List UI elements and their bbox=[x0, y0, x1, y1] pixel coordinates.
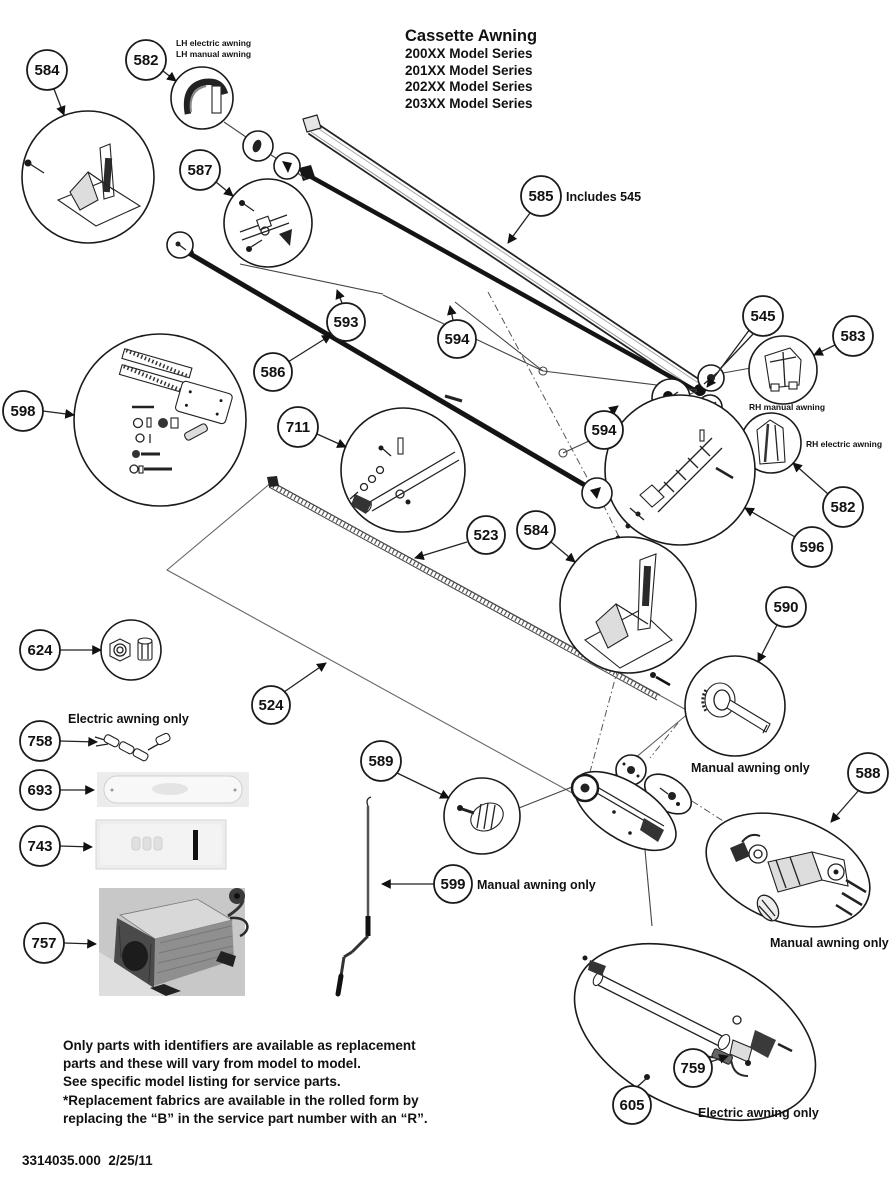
callout-523 bbox=[467, 516, 505, 554]
model-series-4: 203XX Model Series bbox=[405, 95, 533, 111]
label-includes-545: Includes 545 bbox=[566, 190, 642, 204]
callout-582-rh bbox=[823, 487, 863, 527]
callout-599 bbox=[434, 865, 472, 903]
callout-585-number: 585 bbox=[528, 188, 554, 205]
note-line-2: parts and these will vary from model to model. bbox=[63, 1056, 361, 1072]
callout-693 bbox=[20, 770, 60, 810]
callout-605-number: 605 bbox=[619, 1097, 645, 1114]
callout-624 bbox=[20, 630, 60, 670]
notes-block bbox=[63, 1037, 428, 1128]
callout-582-rh-number: 582 bbox=[830, 499, 856, 516]
label-rh-manual: RH manual awning bbox=[749, 402, 826, 412]
crank-rod bbox=[338, 797, 371, 994]
callout-545 bbox=[743, 296, 783, 336]
callout-743-number: 743 bbox=[27, 838, 53, 855]
callout-590-number: 590 bbox=[773, 599, 799, 616]
strap-keeper bbox=[445, 396, 462, 401]
callout-596 bbox=[792, 527, 832, 567]
callout-584-left bbox=[27, 50, 67, 90]
rail-top-cap bbox=[267, 476, 279, 487]
cluster-small-parts bbox=[561, 755, 698, 866]
note-line-1: Only parts with identifiers are available as replacement bbox=[63, 1038, 416, 1053]
callout-711 bbox=[278, 407, 318, 447]
callout-582-lh bbox=[126, 40, 166, 80]
detail-598-hardware-kit bbox=[74, 334, 246, 506]
note-line-3: See specific model listing for service parts. bbox=[63, 1074, 341, 1090]
callout-693-number: 693 bbox=[27, 782, 53, 799]
callout-587-number: 587 bbox=[187, 162, 213, 179]
callout-524 bbox=[252, 686, 290, 724]
page-title: Cassette Awning bbox=[405, 27, 538, 45]
detail-584-left bbox=[22, 111, 154, 243]
label-electric-only-605: Electric awning only bbox=[698, 1106, 819, 1120]
callout-594-upper-number: 594 bbox=[444, 331, 470, 348]
callout-584-left-number: 584 bbox=[34, 62, 60, 79]
note-line-5: replacing the “B” in the service part number with an “R”. bbox=[63, 1110, 428, 1126]
callout-586 bbox=[254, 353, 292, 391]
callout-593 bbox=[327, 303, 365, 341]
callout-599-number: 599 bbox=[440, 876, 466, 893]
callout-594-upper bbox=[438, 320, 476, 358]
bar-end-circle bbox=[582, 478, 612, 508]
callout-586-number: 586 bbox=[260, 364, 286, 381]
callout-598-number: 598 bbox=[10, 403, 36, 420]
model-series-2: 201XX Model Series bbox=[405, 62, 533, 78]
callout-523-number: 523 bbox=[473, 527, 499, 544]
model-series-1: 200XX Model Series bbox=[405, 46, 533, 61]
label-lh-manual: LH manual awning bbox=[176, 49, 252, 59]
callout-757 bbox=[24, 923, 64, 963]
detail-596 bbox=[605, 395, 755, 545]
callout-587 bbox=[180, 150, 220, 190]
detail-583-rh-manual bbox=[749, 336, 817, 404]
callout-583 bbox=[833, 316, 873, 356]
label-lh-electric: LH electric awning bbox=[176, 38, 252, 48]
callout-584-right bbox=[517, 511, 555, 549]
photo-693 bbox=[97, 772, 249, 807]
label-manual-only-590: Manual awning only bbox=[691, 761, 810, 775]
callout-582-lh-number: 582 bbox=[133, 52, 159, 69]
callout-524-number: 524 bbox=[258, 697, 284, 714]
label-rh-electric: RH electric awning bbox=[806, 439, 883, 449]
detail-590 bbox=[685, 656, 785, 756]
callout-589-number: 589 bbox=[368, 753, 394, 770]
callout-583-number: 583 bbox=[840, 328, 866, 345]
detail-588-gearbox bbox=[690, 792, 885, 948]
callout-588 bbox=[848, 753, 888, 793]
callout-711-number: 711 bbox=[285, 419, 311, 436]
detail-589 bbox=[444, 778, 520, 854]
label-electric-only-758: Electric awning only bbox=[68, 712, 189, 726]
detail-582-lh bbox=[171, 67, 233, 129]
callout-605 bbox=[613, 1086, 651, 1124]
photo-743 bbox=[96, 820, 226, 869]
label-manual-only-588: Manual awning only bbox=[770, 936, 889, 950]
callout-594-lower-number: 594 bbox=[591, 422, 617, 439]
callout-759 bbox=[674, 1049, 712, 1087]
callout-759-number: 759 bbox=[680, 1060, 706, 1077]
callout-596-number: 596 bbox=[799, 539, 825, 556]
photo-757-power-supply bbox=[99, 888, 247, 996]
callout-624-number: 624 bbox=[27, 642, 53, 659]
callout-545-number: 545 bbox=[750, 308, 776, 325]
document-number: 3314035.000 2/25/11 bbox=[22, 1153, 153, 1168]
callout-594-lower bbox=[585, 411, 623, 449]
detail-624 bbox=[101, 620, 161, 680]
note-line-4: *Replacement fabrics are available in the rolled form by bbox=[63, 1092, 419, 1108]
label-manual-only-599: Manual awning only bbox=[477, 878, 596, 892]
model-series-3: 202XX Model Series bbox=[405, 79, 533, 94]
callout-758 bbox=[20, 721, 60, 761]
switch-slider bbox=[193, 830, 198, 860]
callout-743 bbox=[20, 826, 60, 866]
callout-590 bbox=[766, 587, 806, 627]
callout-757-number: 757 bbox=[31, 935, 57, 952]
callout-584-right-number: 584 bbox=[523, 522, 549, 539]
callout-593-number: 593 bbox=[333, 314, 359, 331]
callout-758-number: 758 bbox=[27, 733, 53, 750]
callout-589 bbox=[361, 741, 401, 781]
detail-584-right bbox=[560, 537, 696, 685]
callout-598 bbox=[3, 391, 43, 431]
callout-588-number: 588 bbox=[855, 765, 881, 782]
detail-711 bbox=[341, 408, 465, 532]
part-758-harness bbox=[95, 732, 171, 761]
detail-587 bbox=[224, 179, 312, 267]
callout-585 bbox=[521, 176, 561, 216]
